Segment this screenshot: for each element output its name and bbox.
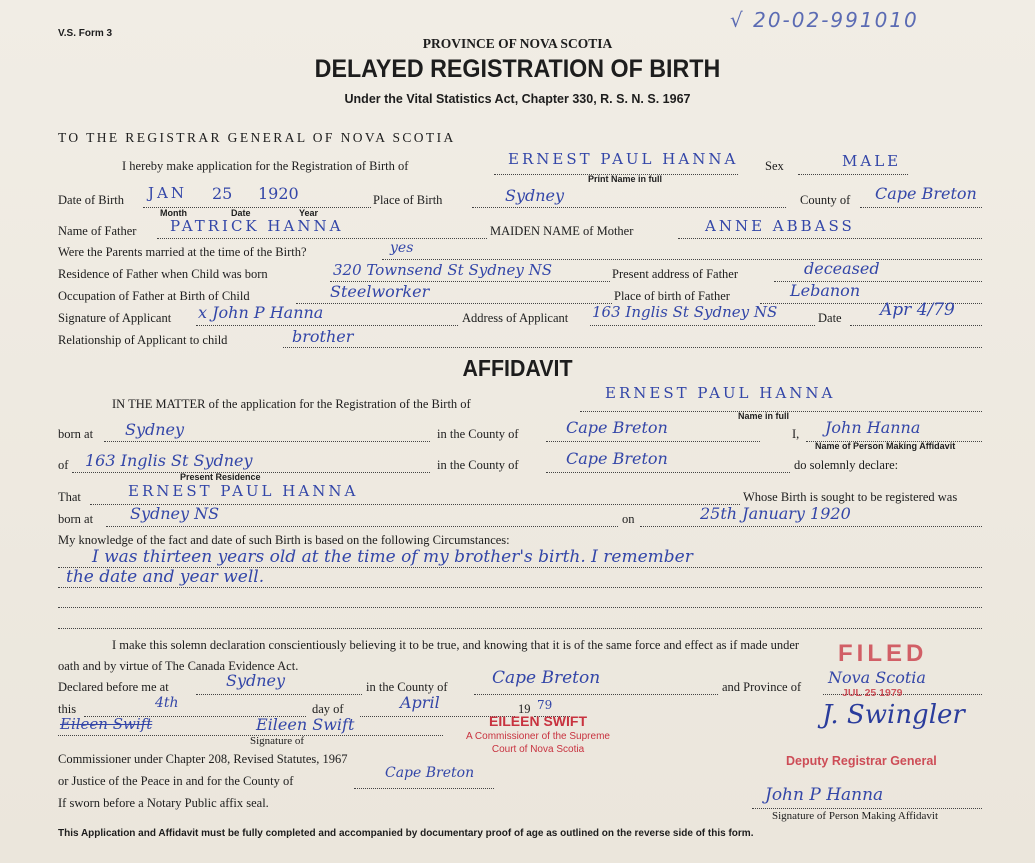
affiant-name-hint: Name of Person Making Affidavit xyxy=(815,441,956,451)
date-label: Date xyxy=(818,311,842,325)
county-label-1: in the County of xyxy=(437,427,519,441)
this-label: this xyxy=(58,702,77,716)
notary-label: If sworn before a Notary Public affix seal. xyxy=(58,796,269,810)
province-value: Nova Scotia xyxy=(828,668,926,687)
i-label: I, xyxy=(792,427,800,441)
justice-label: or Justice of the Peace in and for the County of xyxy=(58,774,294,788)
addressee: TO THE REGISTRAR GENERAL OF NOVA SCOTIA xyxy=(58,130,456,145)
signature-value: x John P Hanna xyxy=(198,303,324,322)
of-label: of xyxy=(58,458,69,472)
occupation-label: Occupation of Father at Birth of Child xyxy=(58,289,250,303)
print-name-hint: Print Name in full xyxy=(588,174,663,184)
deputy-registrar-stamp: Deputy Registrar General xyxy=(786,754,937,768)
day-value: 4th xyxy=(155,695,179,711)
year-suffix: 79 xyxy=(537,698,553,712)
signature-of-label: Signature of xyxy=(250,735,305,747)
year-hint: Year xyxy=(299,208,319,218)
child-name: ERNEST PAUL HANNA xyxy=(508,150,739,168)
day-of-label: day of xyxy=(312,702,344,716)
intro-label: I hereby make application for the Registration of Birth of xyxy=(122,159,409,173)
knowledge-label: My knowledge of the fact and date of such Birth is based on the following Circumstances: xyxy=(58,533,510,547)
page-subtitle: Under the Vital Statistics Act, Chapter 330, R. S. N. S. 1967 xyxy=(344,92,691,106)
solemn-line-1: I make this solemn declaration conscientiously believing it to be true, and knowing that it is of the same force and effect as if made under xyxy=(112,638,800,652)
married-value: yes xyxy=(390,240,414,256)
present-address-value: deceased xyxy=(804,259,880,278)
justice-county-value: Cape Breton xyxy=(385,765,475,781)
county-label: County of xyxy=(800,193,851,207)
present-address-label: Present address of Father xyxy=(612,267,739,281)
county-label-3: in the County of xyxy=(366,680,448,694)
county-label-2: in the County of xyxy=(437,458,519,472)
birth-date-value: 25th January 1920 xyxy=(700,504,851,523)
circumstances-line-1: I was thirteen years old at the time of my brother's birth. I remember xyxy=(92,547,693,567)
whose-label: Whose Birth is sought to be registered was xyxy=(743,490,958,504)
on-label: on xyxy=(622,512,635,526)
affiant-residence: 163 Inglis St Sydney xyxy=(85,451,253,470)
dob-date: 25 xyxy=(212,184,233,203)
residence-value: 320 Townsend St Sydney NS xyxy=(333,261,552,279)
father-birthplace-label: Place of birth of Father xyxy=(614,289,730,303)
commissioner-line: Commissioner under Chapter 208, Revised Statutes, 1967 xyxy=(58,752,348,766)
commissioner-signature: Eileen Swift xyxy=(256,715,355,734)
dob-year: 1920 xyxy=(258,184,299,203)
year-prefix: 19 xyxy=(518,702,531,716)
affidavit-child-name: ERNEST PAUL HANNA xyxy=(605,384,836,402)
born-at-label: born at xyxy=(58,427,94,441)
applicant-address-value: 163 Inglis St Sydney NS xyxy=(592,303,778,321)
relationship-label: Relationship of Applicant to child xyxy=(58,333,228,347)
father-birthplace-value: Lebanon xyxy=(790,281,861,300)
affiant-signature-hint: Signature of Person Making Affidavit xyxy=(772,810,938,822)
reference-number: √ 20-02-991010 xyxy=(730,8,919,32)
month-hint: Month xyxy=(160,208,187,218)
that-name: ERNEST PAUL HANNA xyxy=(128,482,359,500)
matter-label: IN THE MATTER of the application for the Registration of the Birth of xyxy=(112,397,471,411)
registrar-signature: J. Swingler xyxy=(822,700,965,730)
filed-date-stamp: JUL 25 1979 xyxy=(842,687,903,699)
sex-label: Sex xyxy=(765,159,784,173)
born-at-value-2: Sydney NS xyxy=(130,504,220,523)
date-value: Apr 4/79 xyxy=(880,300,955,320)
applicant-address-label: Address of Applicant xyxy=(462,311,569,325)
date-hint: Date xyxy=(231,208,251,218)
province-heading: PROVINCE OF NOVA SCOTIA xyxy=(422,36,613,51)
born-at-value: Sydney xyxy=(125,420,185,439)
place-value: Sydney xyxy=(505,186,565,205)
dob-label: Date of Birth xyxy=(58,193,124,207)
dob-month: JAN xyxy=(148,184,187,202)
filed-stamp: FILED xyxy=(838,640,928,667)
residence-label: Residence of Father when Child was born xyxy=(58,267,268,281)
county-value-1: Cape Breton xyxy=(566,418,668,437)
declared-label: Declared before me at xyxy=(58,680,169,694)
province-label: and Province of xyxy=(722,680,802,694)
declared-at-value: Sydney xyxy=(226,671,286,690)
name-hint: Name in full xyxy=(738,411,790,421)
form-number: V.S. Form 3 xyxy=(58,28,113,39)
footer-note: This Application and Affidavit must be fully completed and accompanied by documentary proof of age as outlined on the reverse side of this form. xyxy=(58,828,754,839)
commissioner-stamp-title-1: A Commissioner of the Supreme xyxy=(466,731,610,742)
solemn-line-2: oath and by virtue of The Canada Evidence Act. xyxy=(58,659,299,673)
month-value: April xyxy=(400,693,440,712)
struck-signature: Eileen Swift xyxy=(60,715,153,733)
declare-label: do solemnly declare: xyxy=(794,458,899,472)
county-value-3: Cape Breton xyxy=(492,668,601,688)
page-title: DELAYED REGISTRATION OF BIRTH xyxy=(314,55,721,83)
sex-value: MALE xyxy=(842,152,902,170)
mother-label: MAIDEN NAME of Mother xyxy=(490,224,634,238)
father-value: PATRICK HANNA xyxy=(170,217,344,235)
born-at-label-2: born at xyxy=(58,512,94,526)
commissioner-stamp-name: EILEEN SWIFT xyxy=(489,713,587,729)
affiant-signature: John P Hanna xyxy=(765,785,884,805)
place-label: Place of Birth xyxy=(373,193,443,207)
occupation-value: Steelworker xyxy=(330,282,430,301)
county-value: Cape Breton xyxy=(875,184,977,203)
relationship-value: brother xyxy=(292,327,354,346)
commissioner-stamp-title-2: Court of Nova Scotia xyxy=(491,744,585,755)
circumstances-line-2: the date and year well. xyxy=(66,567,265,587)
affidavit-title: AFFIDAVIT xyxy=(462,355,573,381)
residence-hint: Present Residence xyxy=(180,472,261,482)
that-label: That xyxy=(58,490,81,504)
father-label: Name of Father xyxy=(58,224,137,238)
affiant-name: John Hanna xyxy=(825,418,921,437)
mother-value: ANNE ABBASS xyxy=(705,217,855,235)
married-label: Were the Parents married at the time of the Birth? xyxy=(58,245,307,259)
county-value-2: Cape Breton xyxy=(566,449,668,468)
signature-label: Signature of Applicant xyxy=(58,311,172,325)
